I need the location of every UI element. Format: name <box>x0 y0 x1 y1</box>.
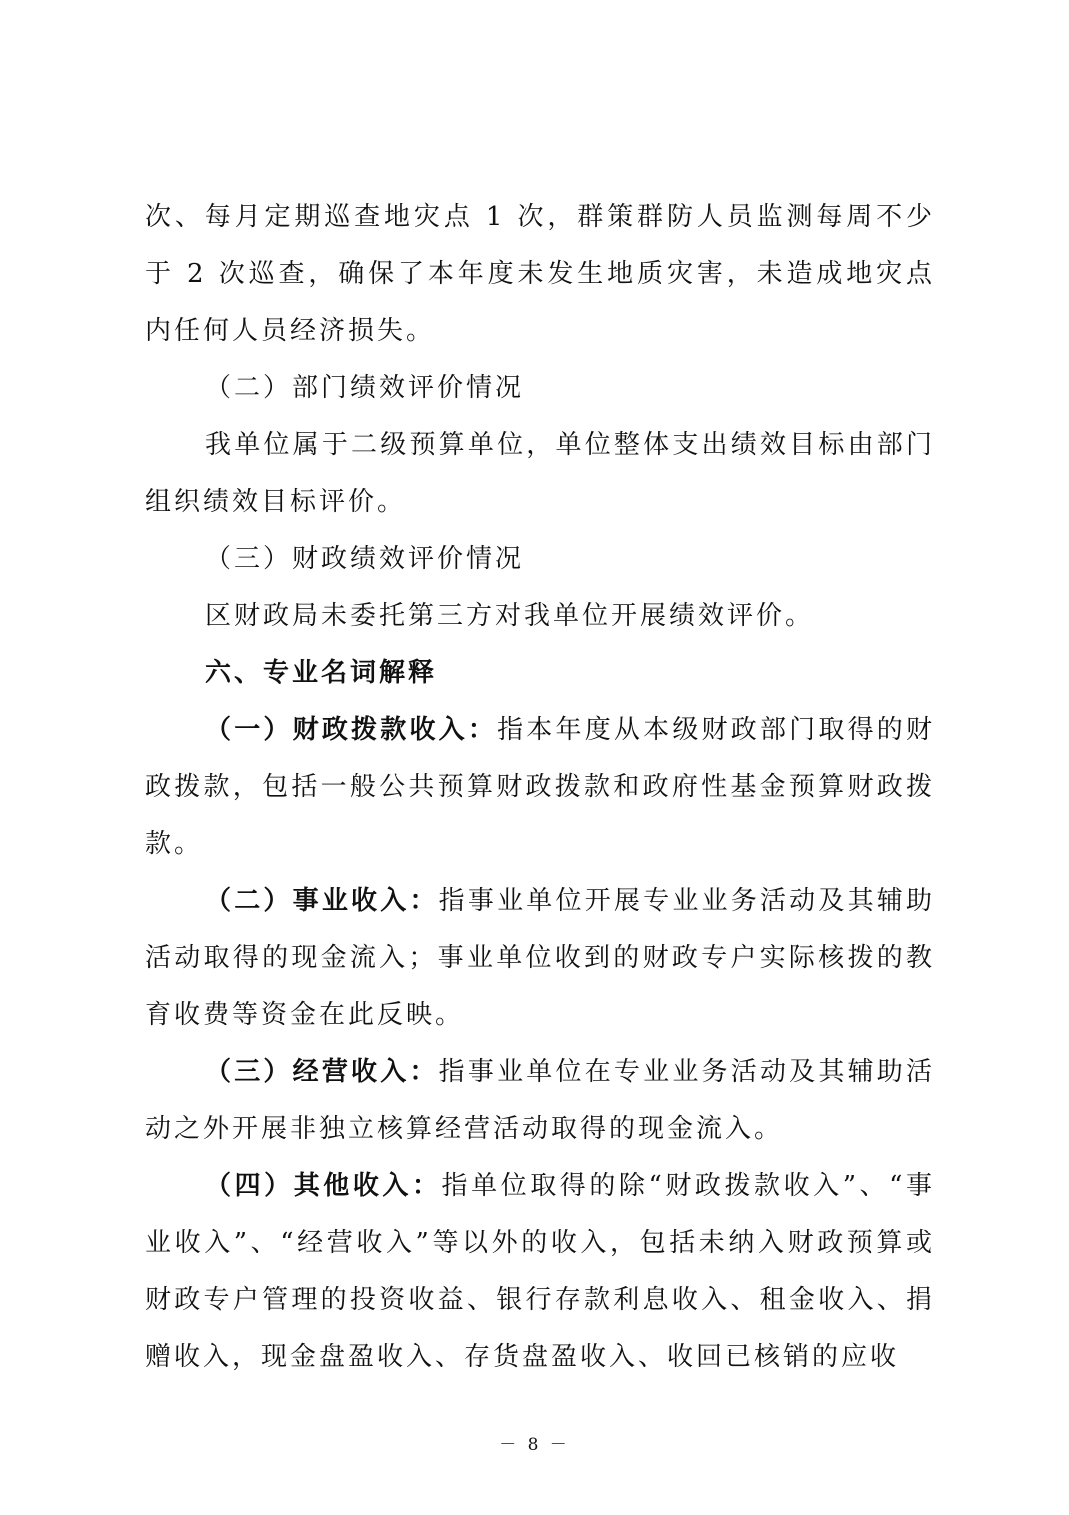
definition-other-income <box>145 1158 935 1386</box>
paragraph-department-evaluation: 我单位属于二级预算单位，单位整体支出绩效目标由部门组织绩效目标评价。 <box>145 430 935 517</box>
subheading-department-evaluation: （二）部门绩效评价情况 <box>205 373 525 403</box>
page-number: － 8 － <box>499 1435 570 1455</box>
term-definition: 指本年度从本级财政部门取得的财政拨款，包括一般公共预算财政拨款和政府性基金预算财政拨款。 <box>145 715 935 859</box>
page-body <box>145 189 935 1386</box>
paragraph-continued: 次、每月定期巡查地灾点 1 次，群策群防人员监测每周不少于 2 次巡查，确保了本年度未发生地质灾害，未造成地灾点内任何人员经济损失。 <box>145 202 935 346</box>
term-label: （三）经营收入： <box>205 1057 439 1087</box>
term-definition: 指单位取得的除“财政拨款收入”、“事业收入”、“经营收入”等以外的收入，包括未纳入财政预算或财政专户管理的投资收益、银行存款利息收入、租金收入、捐赠收入，现金盘盈收入、存货盘盈收入、收回已核销的应收 <box>145 1171 935 1372</box>
term-label: （四）其他收入： <box>205 1171 442 1201</box>
definition-operating-income <box>145 1044 935 1158</box>
section-heading-terms: 六、专业名词解释 <box>205 658 438 688</box>
term-label: （一）财政拨款收入： <box>205 715 498 745</box>
subheading-finance-evaluation: （三）财政绩效评价情况 <box>205 544 525 574</box>
term-label: （二）事业收入： <box>205 886 439 916</box>
definition-business-income <box>145 873 935 1044</box>
term-definition: 指事业单位开展专业业务活动及其辅助活动取得的现金流入；事业单位收到的财政专户实际核拨的教育收费等资金在此反映。 <box>145 886 935 1030</box>
definition-fiscal-appropriation <box>145 702 935 873</box>
term-definition: 指事业单位在专业业务活动及其辅助活动之外开展非独立核算经营活动取得的现金流入。 <box>145 1057 935 1144</box>
paragraph-finance-evaluation: 区财政局未委托第三方对我单位开展绩效评价。 <box>205 601 815 631</box>
